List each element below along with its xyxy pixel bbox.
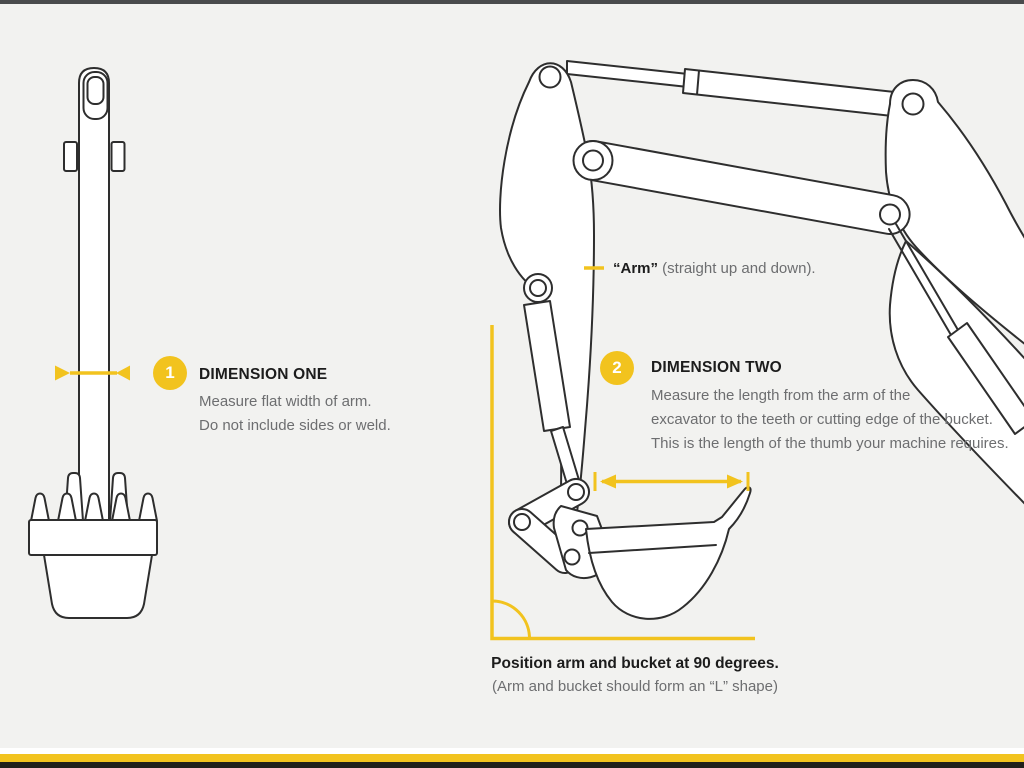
arm-front-view-diagram bbox=[29, 68, 157, 618]
footer-caption bbox=[415, 655, 855, 695]
dimension-one-line: Measure flat width of arm. bbox=[199, 393, 372, 410]
arm-cylinder-top bbox=[567, 61, 913, 118]
ninety-degree-arc bbox=[492, 601, 530, 639]
badge-number: 2 bbox=[612, 358, 622, 377]
footer-caption-bold: Position arm and bucket at 90 degrees. bbox=[491, 655, 779, 672]
dimension-two-line: Measure the length from the arm of the bbox=[651, 387, 911, 404]
dimension-two-line: This is the length of the thumb your machine requires. bbox=[651, 435, 1009, 452]
pivot-pin bbox=[514, 514, 530, 530]
bucket-side bbox=[586, 487, 751, 619]
dimension-one-text bbox=[199, 390, 391, 438]
badge-number: 1 bbox=[165, 363, 175, 382]
bucket-cutting-edge bbox=[29, 520, 157, 555]
footer-yellow-bar bbox=[0, 754, 1024, 762]
bucket-tooth bbox=[31, 494, 49, 522]
dimension-two-text bbox=[651, 384, 1009, 456]
dimension-one-line: Do not include sides or weld. bbox=[199, 417, 391, 434]
bucket-tooth bbox=[139, 494, 157, 522]
dimension-two-title: DIMENSION TWO bbox=[651, 359, 782, 376]
pivot-pin bbox=[583, 151, 603, 171]
excavator-side-view-diagram bbox=[500, 61, 1024, 619]
bucket-body bbox=[44, 555, 152, 618]
pivot-pin bbox=[573, 521, 588, 536]
pivot-pin bbox=[880, 205, 900, 225]
dimension-two-badge bbox=[600, 351, 634, 385]
dimension-two-arrow bbox=[595, 472, 748, 491]
side-lug-left bbox=[64, 142, 77, 171]
pivot-pin bbox=[530, 280, 546, 296]
pivot-pin bbox=[565, 550, 580, 565]
dimension-one-title: DIMENSION ONE bbox=[199, 366, 328, 383]
arm-callout bbox=[613, 260, 816, 277]
pivot-pin bbox=[903, 94, 924, 115]
side-lug-right bbox=[112, 142, 125, 171]
dimension-two-line: excavator to the teeth or cutting edge of the bucket. bbox=[651, 411, 993, 428]
clevis-inner bbox=[88, 77, 104, 104]
arm-shaft bbox=[79, 68, 109, 521]
arm-callout-bold: “Arm” bbox=[613, 260, 659, 277]
pivot-pin bbox=[540, 67, 561, 88]
footer-dark-bar bbox=[0, 762, 1024, 768]
arm-callout-rest: (straight up and down). bbox=[658, 260, 816, 277]
link-beam bbox=[570, 138, 912, 237]
dimension-one-badge bbox=[153, 356, 187, 390]
pivot-pin bbox=[568, 484, 584, 500]
footer-caption-sub: (Arm and bucket should form an “L” shape) bbox=[492, 678, 778, 695]
